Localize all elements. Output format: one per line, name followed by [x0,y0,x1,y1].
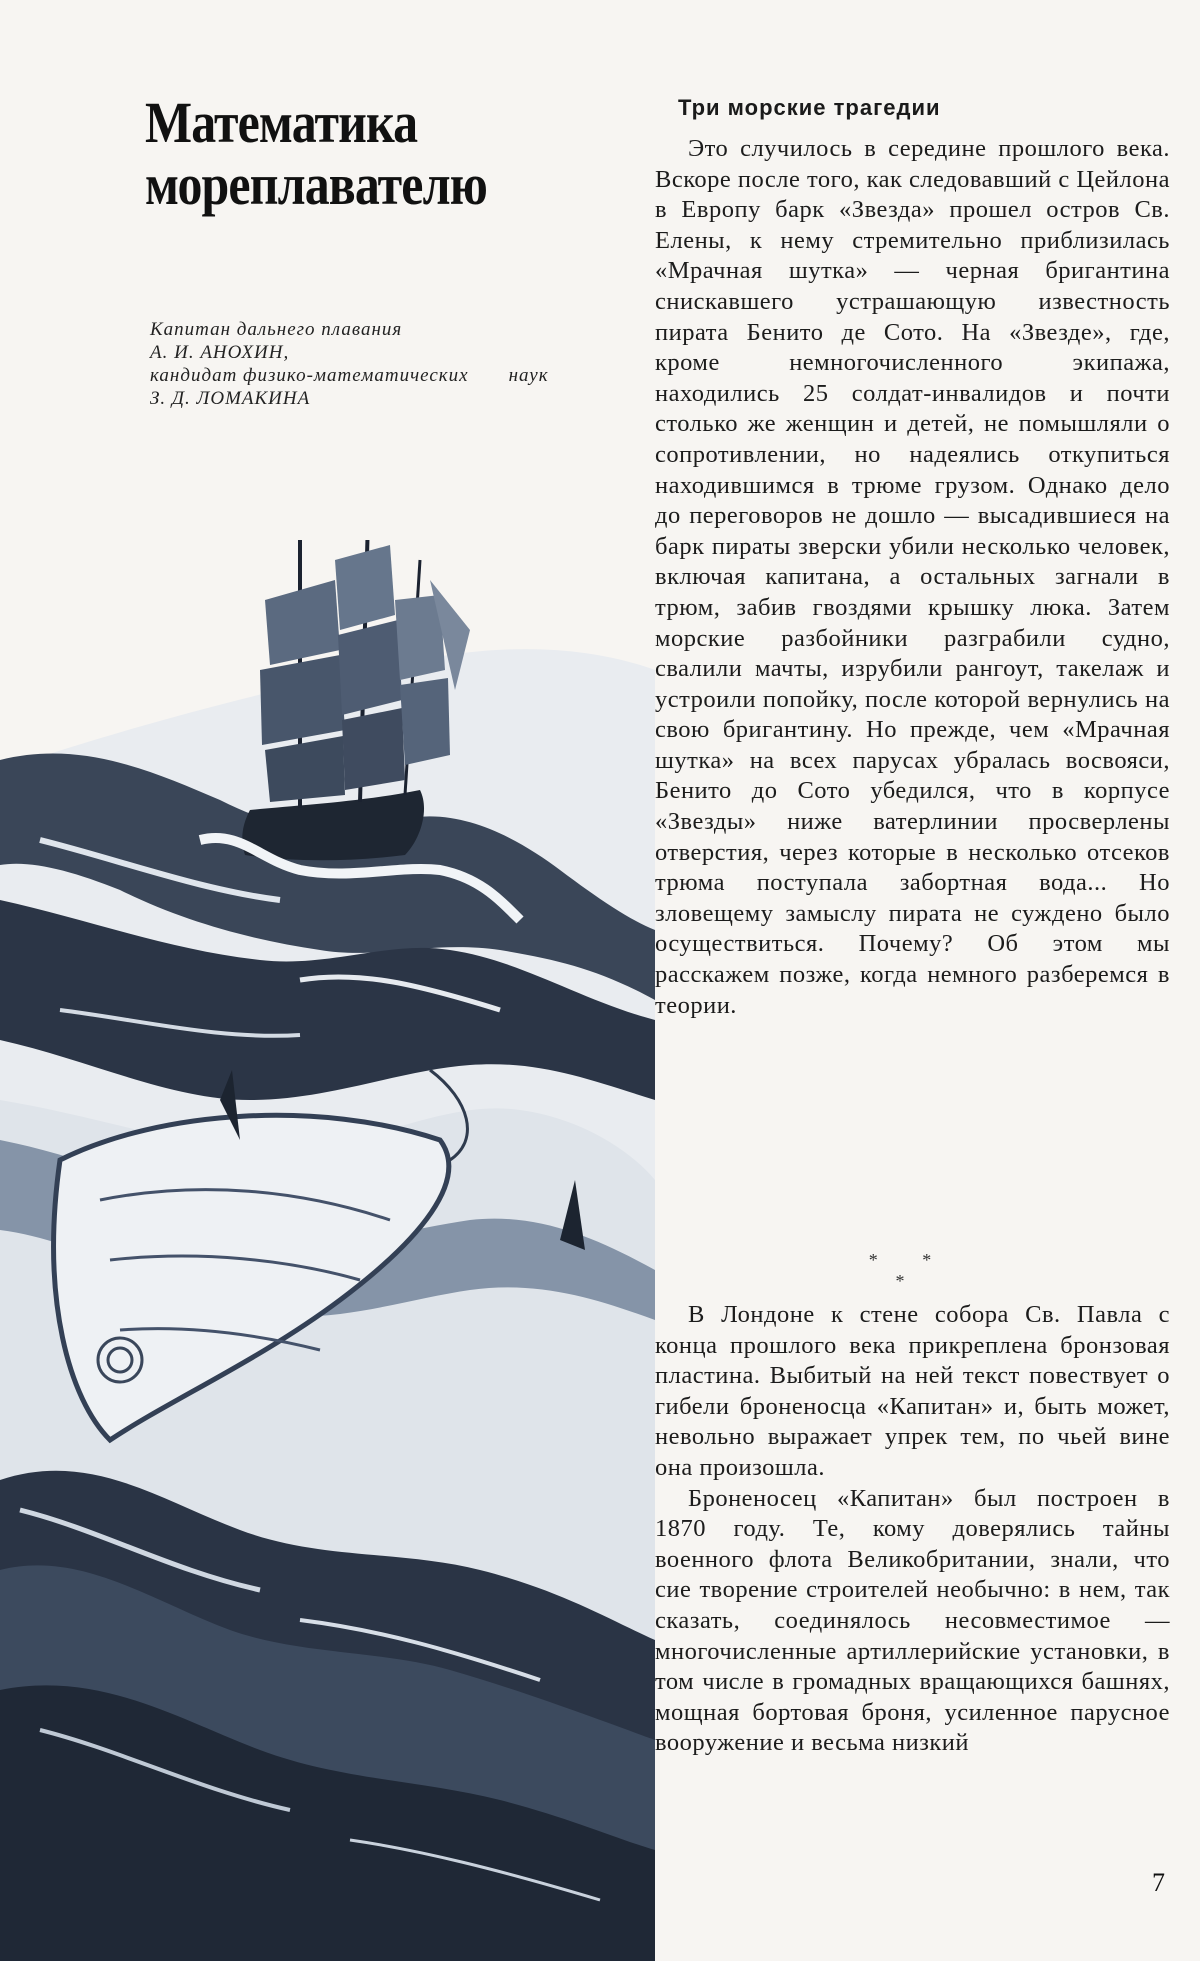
author-name-1: А. И. АНОХИН, [150,342,290,363]
author-role-1: Капитан дальнего плавания [150,319,403,340]
text-column-top [655,134,1170,1021]
author-role-2-b: наук [508,365,549,386]
article-title-line-2: мореплавателю [145,152,487,217]
ship-storm-illustration [0,540,655,1961]
section-separator: * * * [868,1250,952,1291]
author-byline [150,318,620,410]
text-column-bottom [655,1300,1170,1759]
article-title [145,92,487,216]
author-role-2-a: кандидат физико-математических [150,365,469,386]
author-role-2 [150,364,620,387]
author-name-2: З. Д. ЛОМАКИНА [150,388,311,409]
paragraph-pirate-story: Это случилось в середине прошлого века. Вскоре после того, как следовавший с Цейлона в Европу барк «Звезда» прошел остров Св. Елены, к нему стремительно приблизилась «Мрачная шутка» — черная бригантина снискавшего устрашающую известность пирата Бенито де Сото. На «Звезде», где, кроме немногочисленного экипажа, находились 25 солдат-инвалидов и почти столько же женщин и детей, не помышляли о сопротивлении, но надеялись откупиться находившимся в трюме грузом. Однако дело до переговоров не дошло — высадившиеся на барк пираты зверски убили несколько человек, включая капитана, а остальных загнали в трюм, забив гвоздями крышку люка. Затем морские разбойники разграбили судно, свалили мачты, изрубили рангоут, такелаж и устроили попойку, после которой вернулись на свою бригантину. Но прежде, чем «Мрачная шутка» на всех парусах убралась восвояси, Бенито до Сото убедился, что в корпусе «Звезды» ниже ватерлинии просверлены отверстия, через которые в несколько отсеков трюма поступала забортная вода... Но зловещему замыслу пирата не суждено было осуществиться. Почему? Об этом мы расскажем позже, когда немного разберемся в теории. [655,135,1170,1019]
paragraph-london-plaque: В Лондоне к стене собора Св. Павла с конца прошлого века прикреплена бронзовая пластина. Выбитый на ней текст повествует о гибели броненосца «Капитан» и, быть может, невольно выражает упрек тем, по чьей вине она произошла. [655,1301,1170,1481]
paragraph-battleship-captain: Броненосец «Капитан» был построен в 1870 году. Те, кому доверялись тайны военного флота Великобритании, знали, что сие творение строителей необычно: в нем, так сказать, соединялось несовместимое — многочисленные артиллерийские установки, в том числе в громадных вращающихся башнях, мощная бортовая броня, усиленное парусное вооружение и весьма низкий [655,1484,1170,1757]
page-number: 7 [1152,1868,1165,1897]
article-title-line-1: Математика [145,90,418,155]
section-heading: Три морские трагедии [678,95,941,120]
